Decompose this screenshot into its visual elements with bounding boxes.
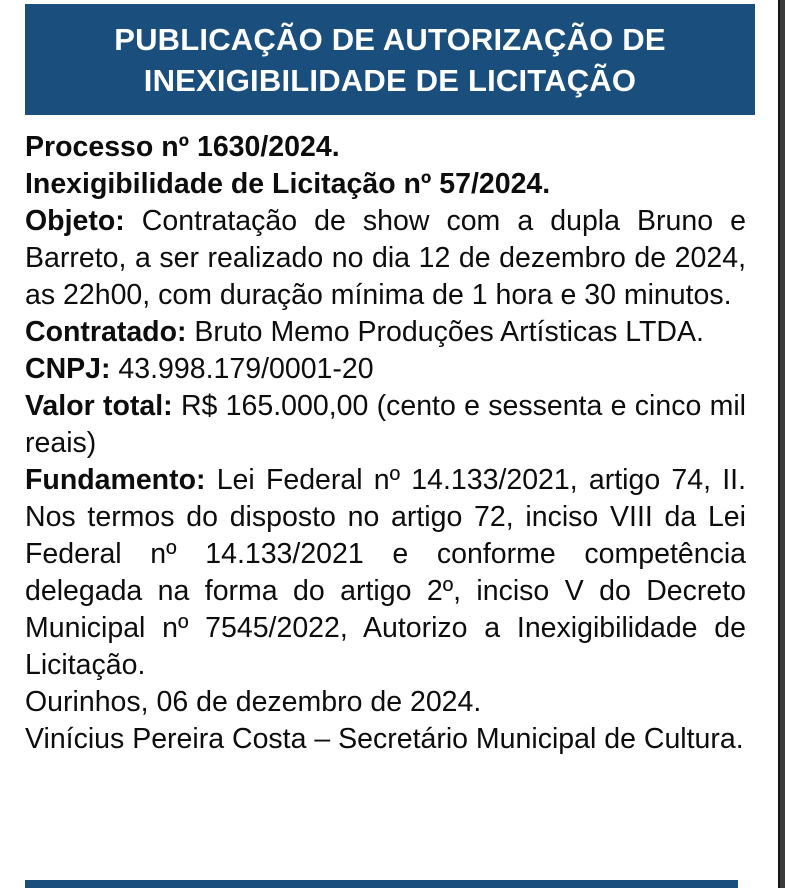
notice-paragraph-valor-total	[25, 388, 746, 462]
paragraph-label: Processo nº 1630/2024.	[25, 131, 340, 163]
paragraph-label: Fundamento:	[25, 464, 206, 496]
paragraph-text: Vinícius Pereira Costa – Secretário Municipal de Cultura.	[25, 723, 744, 755]
notice-paragraph-signature	[25, 721, 746, 758]
paragraph-text: Contratação de show com a dupla Bruno e Barreto, a ser realizado no dia 12 de dezembro de 2024, as 22h00, com duração mínima de 1 hora e 30 minutos.	[25, 205, 746, 311]
paragraph-label: CNPJ:	[25, 353, 111, 385]
paragraph-text: Bruto Memo Produções Artísticas LTDA.	[186, 316, 704, 348]
paragraph-label: Contratado:	[25, 316, 187, 348]
next-section-banner	[25, 880, 738, 888]
paragraph-label: Valor total:	[25, 390, 173, 422]
paragraph-text: 43.998.179/0001-20	[110, 353, 374, 385]
paragraph-label: Inexigibilidade de Licitação nº 57/2024.	[25, 168, 551, 200]
notice-paragraph-inexigibilidade	[25, 166, 746, 203]
notice-body	[25, 129, 746, 758]
paragraph-text: R$ 165.000,00 (cento e sessenta e cinco mil reais)	[25, 390, 746, 459]
notice-paragraph-cnpj	[25, 351, 746, 388]
notice-paragraph-fundamento	[25, 462, 746, 684]
paragraph-text: Lei Federal nº 14.133/2021, artigo 74, II. Nos termos do disposto no artigo 72, inciso VIII da Lei Federal nº 14.133/2021 e conforme competência delegada na forma do artigo 2º, inciso V do Decreto Municipal nº 7545/2022, Autorizo a Inexigibilidade de Licitação.	[25, 464, 746, 681]
page-edge-strip	[778, 0, 785, 888]
page-title: PUBLICAÇÃO DE AUTORIZAÇÃO DE INEXIGIBILIDADE DE LICITAÇÃO	[114, 21, 666, 98]
paragraph-label: Objeto:	[25, 205, 125, 237]
notice-paragraph-date-place	[25, 684, 746, 721]
notice-paragraph-processo	[25, 129, 746, 166]
paragraph-text: Ourinhos, 06 de dezembro de 2024.	[25, 686, 482, 718]
notice-paragraph-objeto	[25, 203, 746, 314]
notice-paragraph-contratado	[25, 314, 746, 351]
header-banner	[25, 4, 755, 115]
